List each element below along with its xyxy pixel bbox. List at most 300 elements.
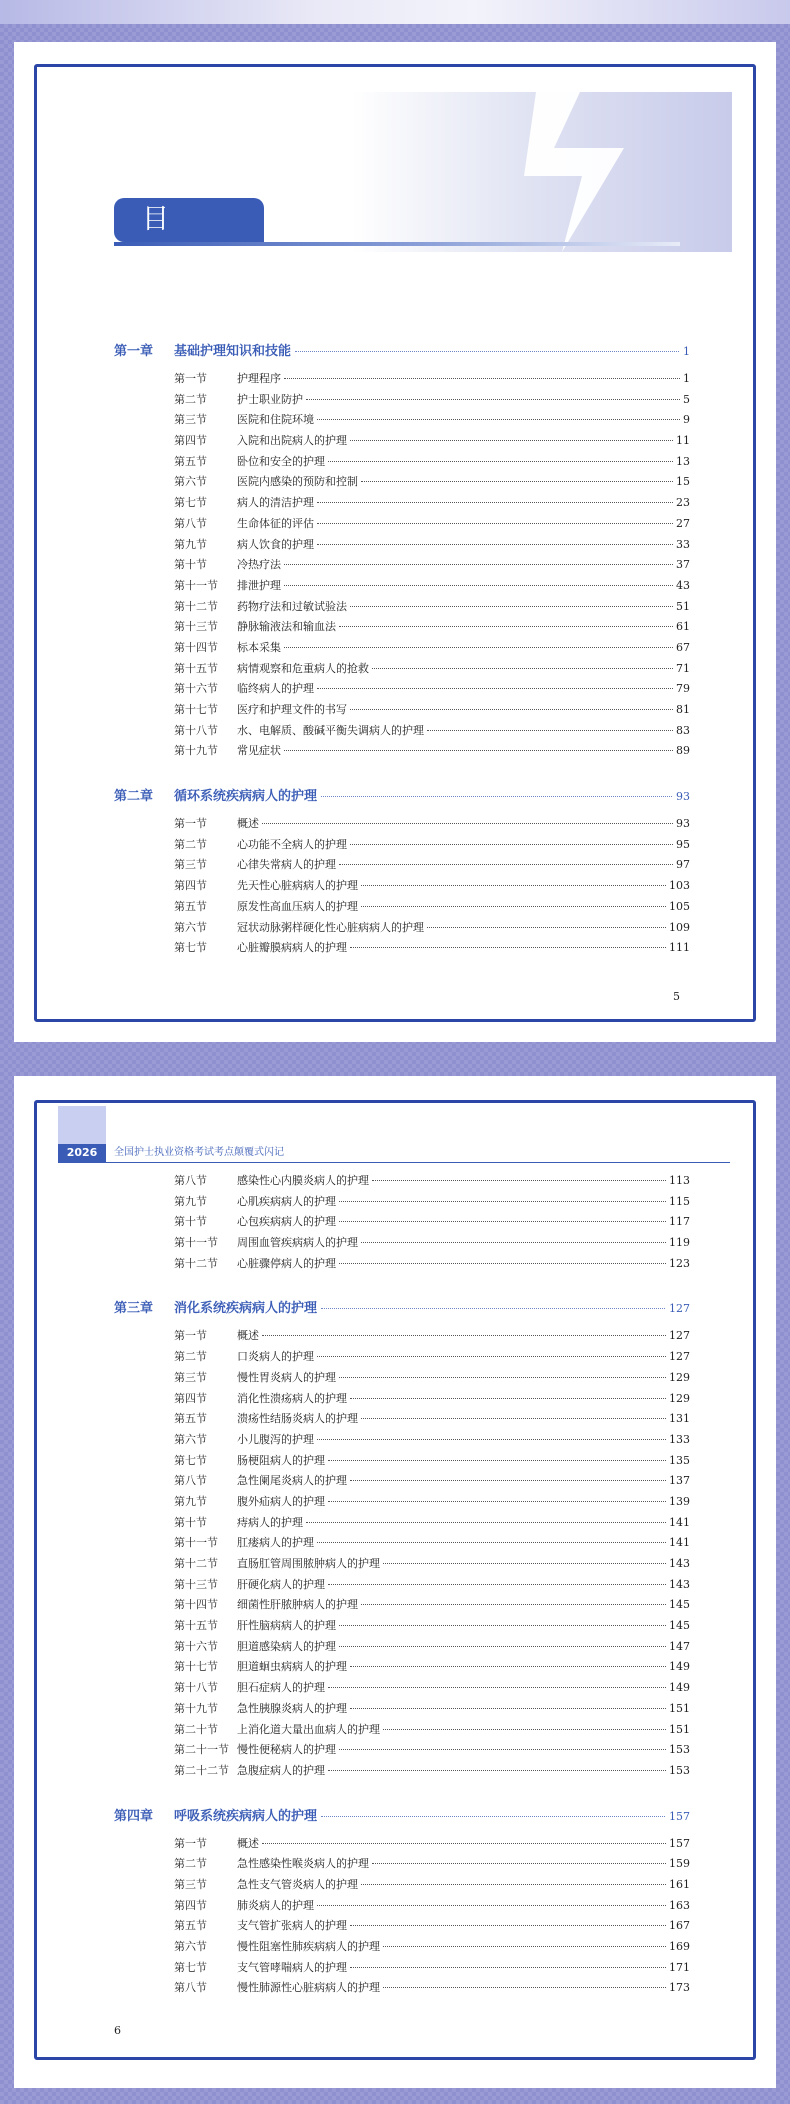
page-ref: 79 [676,682,690,696]
toc-entry [114,877,690,898]
section-number: 第二十节 [174,1722,218,1736]
page-ref: 127 [669,1350,690,1364]
section-title: 静脉输液法和输血法 [237,620,336,634]
section-number: 第九节 [174,1494,207,1508]
dot-leader [317,1439,666,1440]
page-ref: 33 [676,537,690,551]
page-ref: 113 [669,1174,690,1187]
section-title: 肺炎病人的护理 [237,1898,314,1912]
dot-leader [350,1480,666,1481]
page-ref: 167 [669,1919,690,1933]
dot-leader [361,906,666,907]
section-title: 生命体征的评估 [237,516,314,530]
section-number: 第三节 [174,858,207,872]
table-of-contents [114,1172,690,2000]
section-number: 第七节 [174,496,207,510]
toc-entry [114,1193,690,1214]
toc-entry [114,515,690,536]
page-ref: 83 [676,723,690,737]
chapter-number: 第四章 [114,1808,154,1824]
page-ref: 153 [669,1743,690,1757]
chapter-title: 循环系统疾病病人的护理 [174,789,318,805]
page-ref: 131 [669,1412,690,1426]
chapter-title: 基础护理知识和技能 [174,344,292,359]
section-number: 第八节 [174,516,207,530]
section-number: 第五节 [174,1919,207,1933]
toc-entry [114,453,690,474]
section-number: 第一节 [174,1329,207,1343]
section-number: 第十四节 [174,640,218,654]
toc-entry [114,1979,690,2000]
toc-entry [114,1835,690,1856]
section-number: 第十一节 [174,578,218,592]
toc-entry [114,701,690,722]
dot-leader [339,1201,666,1202]
section-title: 概述 [237,1329,259,1343]
page-ref: 163 [669,1898,690,1912]
section-title: 病情观察和危重病人的抢救 [237,661,369,675]
section-title: 支气管哮喘病人的护理 [237,1960,347,1974]
section-number: 第四节 [174,434,207,448]
dot-leader [339,1221,666,1222]
page-ref: 133 [669,1432,690,1446]
running-head-rule [58,1162,730,1163]
page-ref: 105 [669,899,690,913]
page-ref: 159 [669,1857,690,1871]
toc-entry [114,432,690,453]
chapter-number: 第二章 [114,789,154,805]
toc-entry [114,1938,690,1959]
toc-entry [114,1596,690,1617]
running-head-title: 全国护士执业资格考试考点颠覆式闪记 [114,1147,284,1158]
page-ref: 153 [669,1763,690,1777]
toc-entry [114,494,690,515]
toc-entry [114,1410,690,1431]
dot-leader [372,1863,666,1864]
section-title: 感染性心内膜炎病人的护理 [237,1174,369,1187]
section-number: 第十二节 [174,599,218,613]
toc-entry [114,1452,690,1473]
page-ref: 151 [669,1701,690,1715]
page-ref: 1 [683,372,690,385]
section-title: 病人的清洁护理 [237,496,314,510]
dot-leader [306,1522,666,1523]
page-ref: 151 [669,1722,690,1736]
section-title: 水、电解质、酸碱平衡失调病人的护理 [237,723,424,737]
toc-entry [114,1917,690,1938]
section-number: 第八节 [174,1474,207,1488]
dot-leader [321,796,672,797]
dot-leader [328,461,673,462]
toc-entry [114,1431,690,1452]
section-number: 第十六节 [174,682,218,696]
toc-entry [114,722,690,743]
top-banner [0,0,790,24]
dot-leader [317,1905,666,1906]
page-ref: 103 [669,879,690,893]
section-title: 胆道蛔虫病病人的护理 [237,1660,347,1674]
section-title: 溃疡性结肠炎病人的护理 [237,1412,358,1426]
dot-leader [361,1604,666,1605]
page-ref: 1 [683,345,690,358]
section-number: 第十三节 [174,1577,218,1591]
page-ref: 71 [676,661,690,675]
section-title: 上消化道大量出血病人的护理 [237,1722,380,1736]
page-ref: 145 [669,1619,690,1633]
section-title: 排泄护理 [237,578,281,592]
page-ref: 81 [676,703,690,716]
section-title: 周围血管疾病病人的护理 [237,1236,358,1250]
section-title: 病人饮食的护理 [237,537,314,551]
section-title: 标本采集 [237,640,281,654]
dot-leader [361,481,673,482]
dot-leader [317,419,680,420]
dot-leader [284,564,673,565]
toc-entry [114,536,690,557]
section-title: 护理程序 [237,372,281,385]
section-number: 第十二节 [174,1557,218,1570]
dot-leader [339,626,673,627]
section-number: 第十节 [174,1215,207,1229]
dot-leader [361,885,666,886]
page-ref: 11 [676,434,690,448]
toc-entry [114,836,690,857]
toc-page-2 [14,1076,776,2088]
toc-entry [114,1658,690,1679]
section-number: 第六节 [174,920,207,934]
page-ref: 89 [676,744,690,758]
page-ref: 93 [676,790,690,804]
section-number: 第二节 [174,392,207,406]
table-of-contents [114,340,690,960]
dot-leader [350,1967,666,1968]
section-number: 第六节 [174,1432,207,1446]
toc-entry [114,898,690,919]
page-ref: 9 [683,413,690,427]
toc-entry [114,1493,690,1514]
toc-entry [114,1234,690,1255]
section-title: 原发性高血压病人的护理 [237,899,358,913]
section-number: 第五节 [174,899,207,913]
section-number: 第一节 [174,817,207,831]
toc-entry [114,1617,690,1638]
dot-leader [383,1946,666,1947]
dot-leader [317,523,673,524]
toc-entry [114,473,690,494]
chapter-title: 呼吸系统疾病病人的护理 [174,1808,318,1824]
toc-entry [114,598,690,619]
section-title: 肛瘘病人的护理 [237,1536,314,1550]
dot-leader [361,1884,666,1885]
dot-leader [372,668,673,669]
page-ref: 51 [676,599,690,613]
page-ref: 27 [676,516,690,530]
page-ref: 137 [669,1474,690,1488]
page-title: 目 录 [114,198,264,242]
toc-entry [114,1576,690,1597]
section-title: 口炎病人的护理 [237,1350,314,1364]
toc-entry [114,856,690,877]
toc-entry [114,1959,690,1980]
toc-entry [114,1721,690,1742]
page-ref: 37 [676,558,690,572]
toc-entry [114,680,690,701]
page-ref: 5 [683,392,690,406]
section-number: 第三节 [174,1370,207,1384]
section-title: 慢性便秘病人的护理 [237,1743,336,1757]
section-number: 第二十二节 [174,1763,229,1777]
page-ref: 97 [676,858,690,872]
page-ref: 15 [676,475,690,489]
page-ref: 127 [669,1329,690,1343]
section-title: 冠状动脉粥样硬化性心脏病病人的护理 [237,920,424,934]
year-badge: 2026 [58,1144,106,1162]
page-ref: 123 [669,1256,690,1270]
toc-entry [114,618,690,639]
dot-leader [350,947,666,948]
section-title: 医疗和护理文件的书写 [237,703,347,716]
section-number: 第十八节 [174,723,218,737]
dot-leader [262,1843,666,1844]
toc-entry [114,1700,690,1721]
section-number: 第五节 [174,454,207,468]
section-number: 第六节 [174,1940,207,1953]
section-title: 临终病人的护理 [237,682,314,696]
page-ref: 173 [669,1981,690,1995]
toc-entry [114,556,690,577]
toc-entry [114,391,690,412]
toc-entry [114,660,690,681]
page-ref: 147 [669,1639,690,1653]
section-number: 第五节 [174,1412,207,1426]
chapter-number: 第一章 [114,344,154,359]
page-ref: 169 [669,1940,690,1953]
toc-entry [114,639,690,660]
section-title: 心包疾病病人的护理 [237,1215,336,1229]
page-ref: 171 [669,1960,690,1974]
section-number: 第九节 [174,537,207,551]
dot-leader [350,606,673,607]
dot-leader [262,1335,666,1336]
page-ref: 111 [669,941,690,955]
toc-entry [114,1555,690,1576]
toc-entry [114,1213,690,1234]
dot-leader [361,1418,666,1419]
section-title: 心肌疾病病人的护理 [237,1194,336,1208]
section-number: 第四节 [174,1898,207,1912]
dot-leader [328,1687,666,1688]
section-number: 第七节 [174,1960,207,1974]
toc-entry [114,1172,690,1193]
page-number: 6 [114,2024,121,2037]
dot-leader [339,1625,666,1626]
section-title: 胆道感染病人的护理 [237,1639,336,1653]
section-number: 第一节 [174,1836,207,1850]
page-ref: 43 [676,578,690,592]
page-ref: 119 [669,1236,690,1250]
page-ref: 149 [669,1681,690,1695]
section-title: 肝性脑病病人的护理 [237,1619,336,1633]
section-number: 第十一节 [174,1536,218,1550]
page-ref: 127 [669,1302,690,1316]
section-title: 心律失常病人的护理 [237,858,336,872]
page-ref: 109 [669,920,690,934]
section-number: 第七节 [174,941,207,955]
section-title: 急性感染性喉炎病人的护理 [237,1857,369,1871]
section-title: 急性支气管炎病人的护理 [237,1877,358,1891]
page-ref: 61 [676,620,690,634]
dot-leader [317,688,673,689]
toc-entry [114,577,690,598]
page-ref: 149 [669,1660,690,1674]
dot-leader [284,585,673,586]
section-number: 第十七节 [174,1660,218,1674]
section-number: 第三节 [174,413,207,427]
toc-entry [114,919,690,940]
dot-leader [339,1377,666,1378]
section-title: 急腹症病人的护理 [237,1763,325,1777]
section-number: 第十四节 [174,1598,218,1612]
section-title: 细菌性肝脓肿病人的护理 [237,1598,358,1612]
page-ref: 143 [669,1557,690,1570]
section-title: 常见症状 [237,744,281,758]
dot-leader [339,1263,666,1264]
section-title: 肝硬化病人的护理 [237,1577,325,1591]
dot-leader [317,502,673,503]
section-number: 第十五节 [174,1619,218,1633]
section-title: 急性阑尾炎病人的护理 [237,1474,347,1488]
chapter-heading [114,340,690,364]
section-number: 第十二节 [174,1256,218,1270]
section-title: 慢性阻塞性肺疾病病人的护理 [237,1940,380,1953]
page-ref: 129 [669,1370,690,1384]
section-number: 第十六节 [174,1639,218,1653]
dot-leader [328,1584,666,1585]
dot-leader [350,1666,666,1667]
chapter-heading [114,785,690,809]
page-ref: 143 [669,1577,690,1591]
toc-entry [114,1534,690,1555]
dot-leader [317,544,673,545]
dot-leader [328,1460,666,1461]
section-number: 第十节 [174,558,207,572]
section-number: 第十节 [174,1515,207,1529]
section-number: 第十七节 [174,703,218,716]
dot-leader [350,1925,666,1926]
dot-leader [350,844,673,845]
page-ref: 141 [669,1515,690,1529]
dot-leader [383,1563,666,1564]
page-ref: 145 [669,1598,690,1612]
chapter-heading [114,1805,690,1829]
section-number: 第四节 [174,1391,207,1405]
section-title: 卧位和安全的护理 [237,454,325,468]
toc-entry [114,1762,690,1783]
section-number: 第九节 [174,1194,207,1208]
section-title: 医院内感染的预防和控制 [237,475,358,489]
page-number: 5 [673,990,680,1003]
dot-leader [306,399,680,400]
dot-leader [262,823,673,824]
dot-leader [339,864,673,865]
page-ref: 129 [669,1391,690,1405]
dot-leader [427,927,666,928]
section-title: 医院和住院环境 [237,413,314,427]
chapter-title: 消化系统疾病病人的护理 [174,1301,318,1317]
section-title: 消化性溃疡病人的护理 [237,1391,347,1405]
section-number: 第十一节 [174,1236,218,1250]
toc-entry [114,1472,690,1493]
section-title: 急性胰腺炎病人的护理 [237,1701,347,1715]
dot-leader [328,1501,666,1502]
page-ref: 141 [669,1536,690,1550]
dot-leader [284,750,673,751]
page-ref: 135 [669,1453,690,1467]
toc-entry [114,1390,690,1411]
section-number: 第二节 [174,837,207,851]
dot-leader [317,1356,666,1357]
dot-leader [295,351,679,352]
section-number: 第二节 [174,1857,207,1871]
dot-leader [328,1770,666,1771]
dot-leader [361,1242,666,1243]
toc-entry [114,1638,690,1659]
section-title: 痔病人的护理 [237,1515,303,1529]
section-title: 慢性肺源性心脏病病人的护理 [237,1981,380,1995]
dot-leader [427,730,673,731]
page-ref: 13 [676,454,690,468]
toc-entry [114,1897,690,1918]
section-number: 第十三节 [174,620,218,634]
page-ref: 139 [669,1494,690,1508]
page-ref: 157 [669,1836,690,1850]
section-title: 概述 [237,1836,259,1850]
section-title: 先天性心脏病病人的护理 [237,879,358,893]
section-number: 第七节 [174,1453,207,1467]
section-number: 第十九节 [174,744,218,758]
section-title: 心功能不全病人的护理 [237,837,347,851]
section-title: 直肠肛管周围脓肿病人的护理 [237,1557,380,1570]
toc-entry [114,1327,690,1348]
section-number: 第二节 [174,1350,207,1364]
section-title: 药物疗法和过敏试验法 [237,599,347,613]
dot-leader [350,440,673,441]
section-number: 第六节 [174,475,207,489]
page-ref: 157 [669,1809,690,1823]
toc-entry [114,939,690,960]
toc-entry [114,1741,690,1762]
page-ref: 161 [669,1877,690,1891]
section-number: 第八节 [174,1981,207,1995]
section-title: 概述 [237,817,259,831]
section-title: 小儿腹泻的护理 [237,1432,314,1446]
toc-entry [114,1679,690,1700]
section-title: 腹外疝病人的护理 [237,1494,325,1508]
chapter-number: 第三章 [114,1301,154,1317]
toc-page-1 [14,42,776,1042]
section-title: 慢性胃炎病人的护理 [237,1370,336,1384]
page-ref: 117 [669,1215,690,1229]
dot-leader [317,1542,666,1543]
section-number: 第三节 [174,1877,207,1891]
dot-leader [284,378,680,379]
dot-leader [339,1646,666,1647]
page-ref: 67 [676,640,690,654]
section-number: 第八节 [174,1174,207,1187]
dot-leader [321,1816,665,1817]
toc-entry [114,1369,690,1390]
toc-entry [114,370,690,391]
